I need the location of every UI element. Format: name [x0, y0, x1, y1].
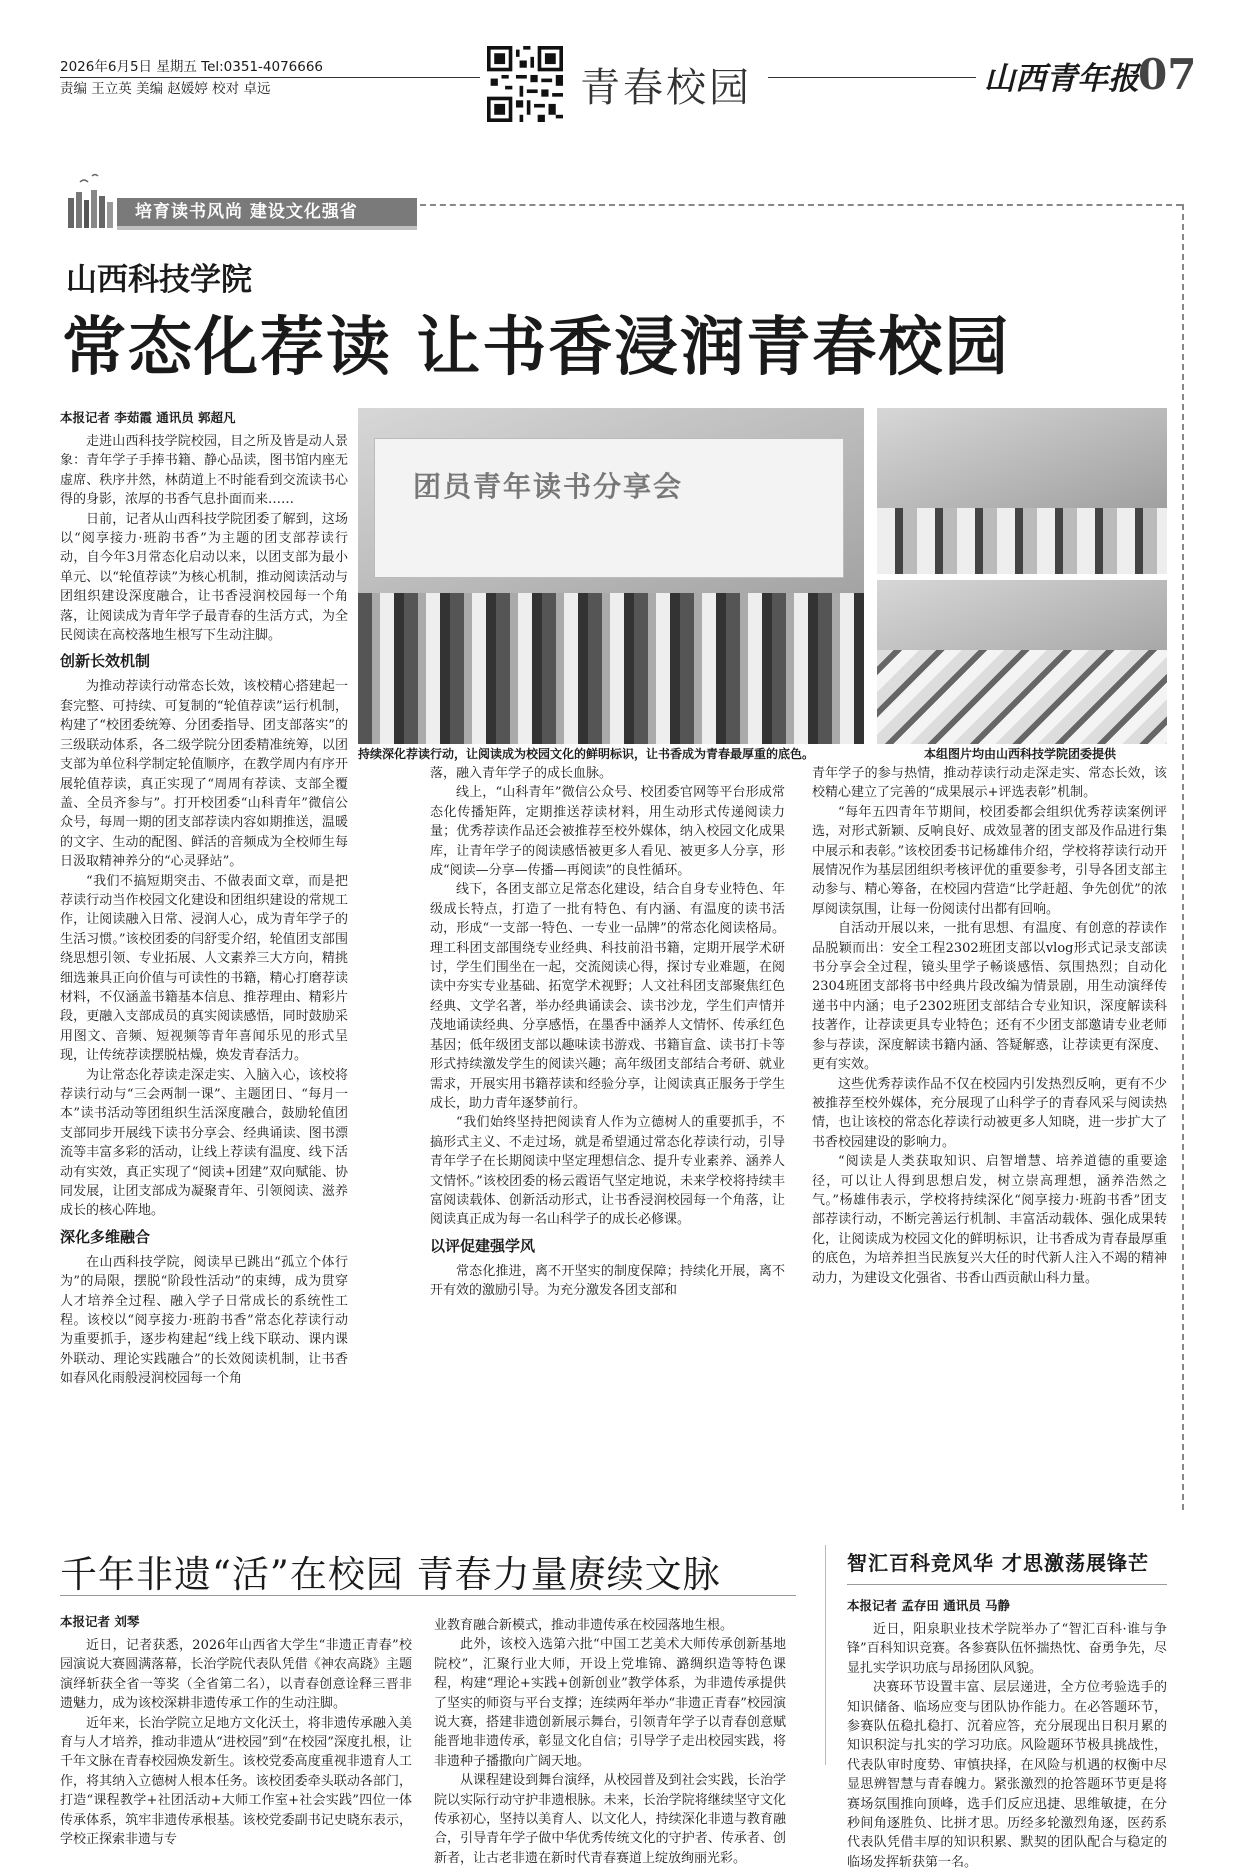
- paragraph: 在山西科技学院，阅读早已跳出“孤立个体行为”的局限，摆脱“阶段性活动”的束缚，成为贯穿人才培养全过程、融入学子日常成长的系统性工程。该校以“阅享接力·班韵书香”常态化荐读行动为重要抓手，逐步构建起“线上线下联动、课内课外联动、理论实践融合”的长效阅读机制，让书香如春风化雨般浸润校园每一个角: [60, 1254, 348, 1387]
- paragraph: 这些优秀荐读作品不仅在校园内引发热烈反响，更有不少被推荐至校外媒体，充分展现了山科学子的青春风采与阅读热情，也让该校的常态化荐读行动被更多人知晓，进一步扩大了书香校园建设的影响力。: [812, 1076, 1167, 1150]
- article3-headline-rule: [847, 1584, 1167, 1585]
- paragraph: 决赛环节设置丰富、层层递进，全方位考验选手的知识储备、临场应变与团队协作能力。在必答题环节，参赛队伍稳扎稳打、沉着应答，充分展现出日积月累的知识积淀与扎实的学习功底。风险题环节极具挑战性，代表队审时度势、审慎抉择，在风险与机遇的权衡中尽显思辨智慧与青春魄力。紧张激烈的抢答题环节更是将赛场氛围推向顶峰，选手们反应迅捷、思维敏捷，在分秒间角逐胜负、比拼才思。历经多轮激烈角逐，医药系代表队凭借丰厚的知识积累、默契的团队配合与稳定的临场发挥斩获第一名。: [847, 1680, 1167, 1870]
- paragraph: 为推动荐读行动常态长效，该校精心搭建起一套完整、可持续、可复制的“轮值荐读”运行机制，构建了“校团委统筹、分团委指导、团支部落实”的三级联动体系，各二级学院分团委精准统筹，以团支部为单位科学制定轮值顺序，在教学周内有序开展轮值荐读，真正实现了“周周有荐读、支部全覆盖、全员齐参与”。打开校团委“山科青年”微信公众号，每周一期的团支部荐读内容如期推送，温暖的文字、生动的配图、鲜活的音频成为全校师生每日汲取精神养分的“心灵驿站”。: [60, 679, 348, 870]
- article1-column-1: [60, 432, 348, 1492]
- photo-banner-title: 团员青年读书分享会: [413, 470, 684, 503]
- photo-banner: [374, 438, 844, 578]
- article3-headline: 智汇百科竞风华 才思激荡展锋芒: [847, 1551, 1149, 1575]
- section-name: 青春校园: [580, 65, 752, 111]
- paragraph: 自活动开展以来，一批有思想、有温度、有创意的荐读作品脱颖而出：安全工程2302班团支部以vlog形式记录支部读书分享会全过程，镜头里学子畅谈感悟、氛围热烈；自动化2304班团支部将书中经典片段改编为情景剧，用生动演绎传递书中内涵；电子2302班团支部结合专业知识，深度解读科技著作，让荐读更具专业特色；还有不少团支部邀请专业老师参与荐读，深度解读书籍内涵、答疑解惑，让荐读更有深度、更有实效。: [812, 921, 1167, 1073]
- paragraph: 线下，各团支部立足常态化建设，结合自身专业特色、年级成长特点，打造了一批有特色、有内涵、有温度的读书活动，形成“一支部一特色、一专业一品牌”的常态化阅读格局。理工科团支部围绕专业经典、科技前沿书籍，定期开展学术研讨，学生们围坐在一起，交流阅读心得，探讨专业难题，在阅读中夯实专业基础、拓宽学术视野；人文社科团支部聚焦红色经典、文学名著，举办经典诵读会、读书沙龙，学生们声情并茂地诵读经典、分享感悟，在墨香中涵养人文情怀、传承红色基因；低年级团支部以趣味读书游戏、书籍盲盒、读书打卡等形式持续激发学生的阅读兴趣；高年级团支部结合考研、就业需求，开展实用书籍荐读和经验分享，让阅读真正服务于学生成长，助力青年逐梦前行。: [430, 882, 785, 1111]
- page-number: 07: [1138, 50, 1197, 99]
- paragraph: 从课程建设到舞台演绎，从校园普及到社会实践，长治学院以实际行动守护非遗根脉。未来，长治学院将继续坚守文化传承初心，坚持以美育人、以文化人，持续深化非遗与教育融合，引导青年学子做中华优秀传统文化的守护者、传承者、创新者，让古老非遗在新时代青春赛道上绽放绚丽光彩。: [434, 1773, 786, 1866]
- photo-reading-table: [877, 650, 1167, 744]
- paragraph: 线上，“山科青年”微信公众号、校团委官网等平台形成常态化传播矩阵，定期推送荐读材料，用生动形式传递阅读力量；优秀荐读作品还会被推荐至校外媒体，纳入校园文化成果库，让青年学子的阅读感悟被更多人看见、被更多人分享，形成“阅读—分享—传播—再阅读”的良性循环。: [430, 785, 785, 879]
- header-rule-left: [60, 77, 480, 78]
- photo-stage-people: [877, 508, 1167, 574]
- slogan-strip: [117, 226, 417, 230]
- article2-column-2: [434, 1616, 786, 1866]
- article1-column-2: [430, 764, 785, 1492]
- article2-headline-rule: [60, 1595, 796, 1596]
- photo-reading: [877, 580, 1167, 744]
- column-slogan: 培育读书风尚 建设文化强省: [117, 198, 417, 226]
- paragraph: 近日，阳泉职业技术学院举办了“智汇百科·谁与争锋”百科知识竞赛。各参赛队伍怀揣热忱、奋勇争先，尽显扎实学识功底与昂扬团队风貌。: [847, 1622, 1167, 1676]
- paragraph: “我们不搞短期突击、不做表面文章，而是把荐读行动当作校园文化建设和团组织建设的常规工作，让阅读融入日常、浸润人心，成为青年学子的生活习惯。”该校团委的闫舒雯介绍，轮值团支部围绕思想引领、专业拓展、人文素养三大方向，精挑细选兼具正向价值与可读性的书籍，精心打磨荐读材料，不仅涵盖书籍基本信息、推荐理由、精彩片段，更融入支部成员的真实阅读感悟，同时鼓励采用图文、音频、短视频等青年喜闻乐见的形式呈现，让传统荐读摆脱枯燥，焕发青春活力。: [60, 873, 348, 1064]
- subheading: 以评促建强学风: [430, 1236, 536, 1255]
- subheading: 创新长效机制: [60, 652, 151, 671]
- header-info: [60, 56, 323, 100]
- photo-credit: 本组图片均由山西科技学院团委提供: [924, 747, 1117, 761]
- paragraph: 落，融入青年学子的成长血脉。: [430, 766, 613, 781]
- subheading: 深化多维融合: [60, 1227, 151, 1246]
- date-line: 2026年6月5日 星期五 Tel:0351-4076666: [60, 59, 324, 75]
- dashed-border-right: [1182, 204, 1184, 1510]
- paragraph: 近年来，长治学院立足地方文化沃土，将非遗传承融入美育与人才培养，推动非遗从“进校园”到“在校园”深度扎根，让千年文脉在青春校园焕发新生。该校党委高度重视非遗育人工作，将其纳入立德树人根本任务。该校团委牵头联动各部门，打造“课程教学+社团活动+大师工作室+社会实践”四位一体传承体系，筑牢非遗传承根基。该校党委副书记史晓东表示，学校正探索非遗与专: [60, 1715, 412, 1848]
- article2-column-1: [60, 1636, 412, 1848]
- article2-headline: 千年非遗“活”在校园 青春力量赓续文脉: [60, 1553, 721, 1596]
- staff-line: 责编 王立英 美编 赵媛婷 校对 卓远: [60, 81, 271, 97]
- bottom-divider: [825, 1545, 826, 1765]
- article3-byline: 本报记者 孟存田 通讯员 马静: [847, 1598, 1011, 1613]
- paragraph: “阅读是人类获取知识、启智增慧、培养道德的重要途径，可以让人得到思想启发，树立崇高理想，涵养浩然之气。”杨雄伟表示，学校将持续深化“阅享接力·班韵书香”团支部荐读行动，不断完善运行机制、丰富活动载体、强化成果转化，让阅读成为校园文化的鲜明标识，让书香成为青春最厚重的底色，为培养担当民族复兴大任的时代新人注入不竭的精神动力，为建设文化强省、书香山西贡献山科力量。: [812, 1154, 1167, 1286]
- article-kicker: 山西科技学院: [66, 262, 252, 298]
- photo-crowd: [358, 593, 864, 744]
- paragraph: 青年学子的参与热情，推动荐读行动走深走实、常态长效，该校精心建立了完善的“成果展示+评选表彰”机制。: [812, 766, 1167, 801]
- paragraph: 业教育融合新模式，推动非遗传承在校园落地生根。: [434, 1618, 734, 1633]
- article1-column-3: [812, 764, 1167, 1492]
- paragraph: 为让常态化荐读走深走实、入脑入心，该校将荐读行动与“三会两制一课”、主题团日、“每月一本”读书活动等团组织生活深度融合，鼓励轮值团支部同步开展线下读书分享会、经典诵读、图书漂流等丰富多彩的活动，让线上荐读有温度、线下活动有实效，真正实现了“阅读+团建”双向赋能、协同发展，让团支部成为凝聚青年、引领阅读、滋养成长的核心阵地。: [60, 1067, 348, 1219]
- paragraph: 此外，该校入选第六批“中国工艺美术大师传承创新基地院校”，汇聚行业大师，开设上党堆锦、潞绸织造等特色课程，构建“理论+实践+创新创业”教学体系，为非遗传承提供了坚实的师资与平台支撑；连续两年举办“非遗正青春”校园演说大赛，搭建非遗创新展示舞台，引领青年学子以青春创意赋能晋地非遗传承，彰显文化自信；引导学子走出校园实践，将非遗种子播撒向广阔天地。: [434, 1637, 786, 1769]
- books-icon: [66, 170, 116, 230]
- photo-caption: 持续深化荐读行动，让阅读成为校园文化的鲜明标识，让书香成为青春最厚重的底色。: [358, 747, 815, 761]
- masthead-logo: 山西青年报: [984, 61, 1139, 97]
- paragraph: “每年五四青年节期间，校团委都会组织优秀荐读案例评选，对形式新颖、反响良好、成效显著的团支部及作品进行集中展示和表彰。”该校团委书记杨雄伟介绍，学校将荐读行动开展情况作为基层团组织考核评优的重要参考，引导各团支部主动参与、精心筹备，在校园内营造“比学赶超、争先创优”的浓厚阅读氛围，让每一份阅读付出都有回响。: [812, 804, 1167, 917]
- paragraph: 近日，记者获悉，2026年山西省大学生“非遗正青春”校园演说大赛圆满落幕，长治学院代表队凭借《神农高跷》主题演绎斩获全省一等奖（全省第二名），以青春创意诠释三晋非遗魅力，成为该校深耕非遗传承工作的生动注脚。: [60, 1638, 412, 1712]
- photo-stage: [877, 408, 1167, 574]
- qr-code-icon: [487, 46, 563, 122]
- dashed-border-top: [420, 204, 1182, 206]
- header-rule-right: [768, 77, 976, 78]
- paragraph: 日前，记者从山西科技学院团委了解到，这场以“阅享接力·班韵书香”为主题的团支部荐读行动，自今年3月常态化启动以来，以团支部为最小单元、以“轮值荐读”为核心机制，推动阅读活动与团组织建设深度融合，让书香浸润校园每一个角落，让阅读成为青年学子最青春的生活方式，为全民阅读在高校落地生根写下生动注脚。: [60, 511, 348, 644]
- article3-column-1: [847, 1620, 1167, 1870]
- paragraph: “我们始终坚持把阅读育人作为立德树人的重要抓手，不搞形式主义、不走过场，就是希望通过常态化荐读行动，引导青年学子在长期阅读中坚定理想信念、提升专业素养、涵养人文情怀。”该校团委的杨云霞语气坚定地说，未来学校将持续丰富阅读载体、创新活动形式，让书香浸润校园每一个角落，让阅读真正成为每一名山科学子的成长必修课。: [430, 1115, 785, 1228]
- byline: 本报记者 李茹霞 通讯员 郭超凡: [60, 410, 236, 425]
- article2-byline: 本报记者 刘琴: [60, 1614, 140, 1629]
- photo-group: [358, 408, 864, 744]
- paragraph: 常态化推进，离不开坚实的制度保障；持续化开展，离不开有效的激励引导。为充分激发各团支部和: [430, 1263, 785, 1299]
- article-headline: 常态化荐读 让书香浸润青春校园: [62, 310, 1011, 385]
- paragraph: 走进山西科技学院校园，目之所及皆是动人景象：青年学子手捧书籍、静心品读，图书馆内座无虚席、秩序井然，林荫道上不时能看到交流读书心得的身影，浓厚的书香气息扑面而来……: [60, 434, 348, 508]
